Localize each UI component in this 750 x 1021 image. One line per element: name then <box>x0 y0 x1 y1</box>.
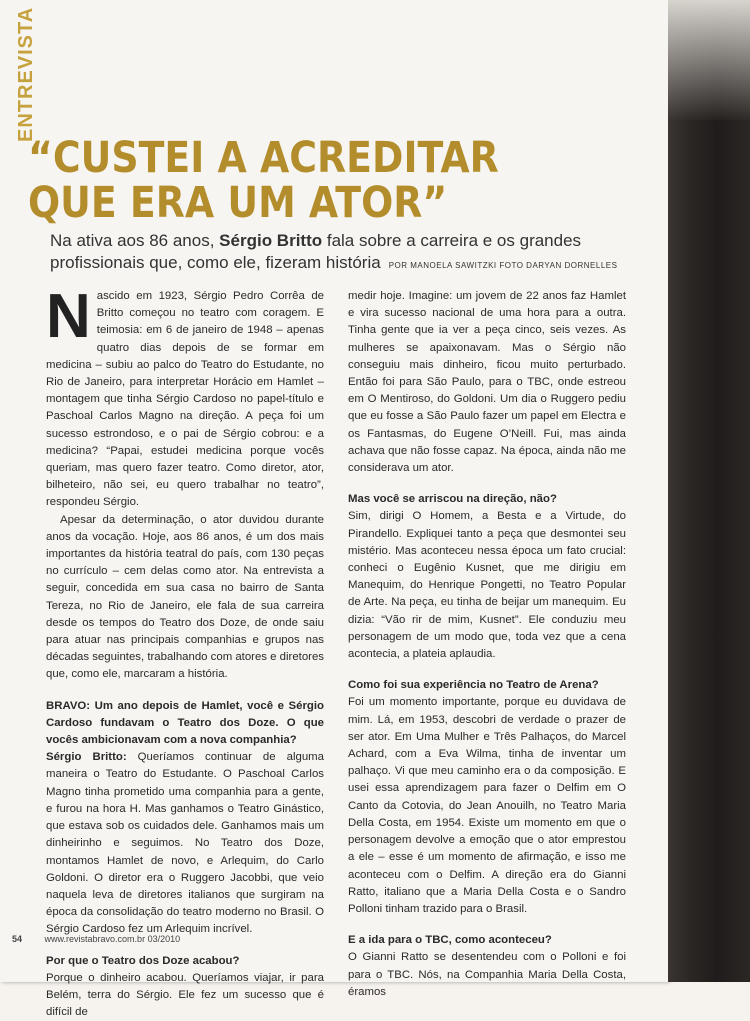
drop-cap: N <box>46 282 91 351</box>
page-folio <box>12 934 180 944</box>
answer: O Gianni Ratto se desentendeu com o Polloni e foi para o TBC. Nós, na Companhia Maria Della Costa, éramos <box>348 951 626 998</box>
answer: Porque o dinheiro acabou. Queríamos viajar, ir para Belém, terra do Sérgio. Ele fez um sucesso que é difícil de <box>46 971 324 1019</box>
answer <box>46 749 324 938</box>
intro-paragraph <box>46 282 324 512</box>
answer: Sim, dirigi O Homem, a Besta e a Virtude, do Pirandello. Expliquei tanto a peça que desmontei seu mistério. Mas aconteceu nessa época um fato crucial: conheci o Eugênio Kusnet, que me dirigiu em Manequim, do Henrique Pongetti, no Teatro Popular de Arte. Na peça, eu tinha de beijar um manequim. Eu dizia: “Vão rir de mim, Kusnet”. Ele conduziu meu personagem de um modo que, toda vez que a cena acontecia, a plateia aplaudia. <box>348 510 626 661</box>
column-right <box>348 288 626 1001</box>
deck <box>50 230 650 277</box>
headline-line-2: QUE ERA UM ATOR” <box>28 178 448 228</box>
byline-credit: POR MANOELA SAWITZKI FOTO DARYAN DORNELLES <box>388 261 618 270</box>
headline <box>28 133 574 228</box>
issue-date: 03/2010 <box>147 934 181 944</box>
answer-speaker: Sérgio Britto: <box>46 751 138 764</box>
question: Por que o Teatro dos Doze acabou? <box>46 954 240 967</box>
paragraph: medir hoje. Imagine: um jovem de 22 anos faz Hamlet e vira sucesso nacional de uma hora para a outra. Tinha gente que ia ver a peça cinco, seis vezes. As mulheres se apaixonavam. Mas o Sérgio não conseguiu mais dinheiro, ficou muito perturbado. Então foi para São Paulo, para o TBC, onde estreou em O Mentiroso, do Goldoni. Um dia o Ruggero pediu que eu fosse a São Paulo fazer um papel em Electra e os Fantasmas, do Eugene O’Neill. Fui, mas ainda achava que não fosse capaz. Na época, ainda não me considerava um ator. <box>348 290 626 475</box>
question: Como foi sua experiência no Teatro de Arena? <box>348 679 599 692</box>
answer-text: Queríamos continuar de alguma maneira o Teatro do Estudante. O Paschoal Carlos Magno tinha prometido uma companhia para a gente, e furou na hora H. Mas ganhamos o Teatro Ginástico, que estava sob os cuidados dele. Ganhamos mais um dinheirinho e seguimos. No Teatro dos Doze, montamos Hamlet de novo, e Arlequim, do Carlo Goldoni. O diretor era o Ruggero Jacobbi, que veio naquela leva de diretores italianos que surgiram na época da consolidação do teatro moderno no Brasil. O Sérgio Cardoso fez um Arlequim incrível. <box>46 751 324 936</box>
deck-name: Sérgio Britto <box>219 231 323 250</box>
question: Mas você se arriscou na direção, não? <box>348 493 557 506</box>
paragraph: Apesar da determinação, o ator duvidou durante anos da vocação. Hoje, aos 86 anos, é um dos mais importantes da história teatral do país, com 130 peças no currículo – cem delas como ator. Na entrevista a seguir, concedida em sua casa no bairro de Santa Tereza, no Rio de Janeiro, ele fala de sua carreira desde os tempos do Teatro dos Doze, de onde saiu para atuar nas principais companhias e grupos nas décadas seguintes, trabalhando com atores e diretores que, como ele, marcaram a história. <box>46 513 324 681</box>
page-number: 54 <box>12 934 23 944</box>
headline-line-1: “CUSTEI A ACREDITAR <box>28 133 499 183</box>
question: BRAVO: Um ano depois de Hamlet, você e Sérgio Cardoso fundavam o Teatro dos Doze. O que vocês ambicionavam com a nova companhia? <box>46 699 324 747</box>
deck-post: fala sobre a carreira e os grandes profissionais que, como ele, fizeram história <box>50 231 582 272</box>
site-url: www.revistabravo.com.br <box>44 934 146 944</box>
facing-page-highlight <box>668 0 750 120</box>
question: E a ida para o TBC, como aconteceu? <box>348 934 552 947</box>
intro-text: ascido em 1923, Sérgio Pedro Corrêa de Britto começou no teatro com coragem. E teimosia: em 6 de janeiro de 1948 – apenas quatro dias depois de se formar em medicina – subiu ao palco do Teatro do Estudante, no Rio de Janeiro, para interpretar Horácio em Hamlet – montagem que tinha Sérgio Cardoso no papel-título e Paschoal Carlos Magno na direção. A peça foi um sucesso estrondoso, e o pai de Sérgio cobrou: e a medicina? “Papai, estudei medicina porque vocês queriam, mas quero fazer teatro. Como diretor, ator, bilheteiro, não sei, eu quero trabalhar no teatro”, respondeu Sérgio. <box>46 290 324 509</box>
section-label: ENTREVISTA <box>15 6 37 142</box>
facing-page-photo-edge <box>668 0 750 982</box>
answer: Foi um momento importante, porque eu duvidava de mim. Lá, em 1953, descobri de verdade o prazer de ser ator. Em Uma Mulher e Três Palhaços, do Marcel Achard, com a Eva Wilma, tinha de inventar um palhaço. Vi que meu caminho era o da composição. E usei essa aprendizagem para fazer o Delfim em O Canto da Cotovia, do Jean Anouilh, no Teatro Maria Della Costa, em 1954. Existe um momento em que o personagem devolve a emoção que o ator emprestou a ele – esse é um momento de afirmação, e isso me aconteceu com o Delfim. A direção era do Gianni Ratto, italiano que a Maria Della Costa e o Sandro Polloni tinham trazido para o Brasil. <box>348 696 626 915</box>
deck-pre: Na ativa aos 86 anos, <box>50 231 220 250</box>
column-left <box>46 282 324 1021</box>
